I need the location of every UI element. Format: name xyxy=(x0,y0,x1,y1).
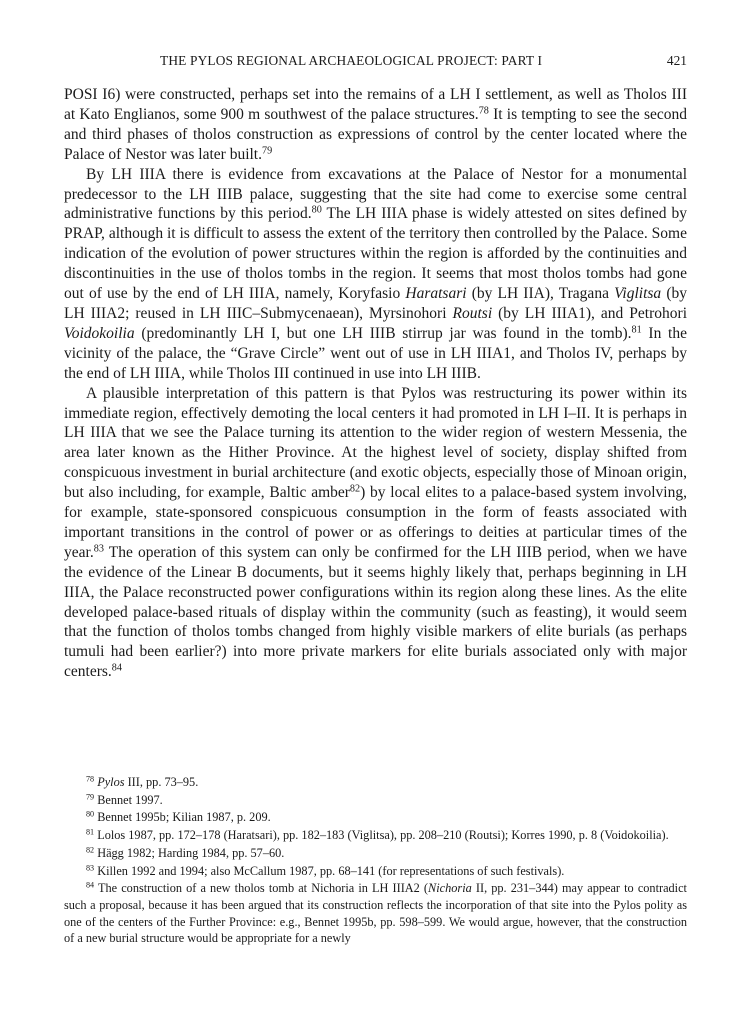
footnote-ref-82[interactable]: 82 xyxy=(349,483,361,495)
footnote-number: 81 xyxy=(86,827,95,837)
text-run: (by LH IIIA1), and Petrohori xyxy=(492,304,687,322)
text-run: ) by local elites to a palace-based system involving, for example, state-sponsored conspicuous consumption in the form of feasts associated with important transitions in the control of power or as offerings to deities at particular times of the year. xyxy=(64,484,687,561)
page-number: 421 xyxy=(666,53,687,68)
running-head-title: THE PYLOS REGIONAL ARCHAEOLOGICAL PROJECT: PART I xyxy=(160,53,543,68)
footnote-80 xyxy=(64,809,687,826)
paragraph-1 xyxy=(64,85,687,165)
footnote-83 xyxy=(64,863,687,880)
paragraph-3 xyxy=(64,384,687,683)
running-head xyxy=(64,53,687,73)
paragraph-2 xyxy=(64,165,687,384)
text-run: A plausible interpretation of this pattern is that Pylos was restructuring its power within its immediate region, effectively demoting the local centers it had promoted in LH I–II. It is perhaps in LH IIIA that we see the Palace turning its attention to the wider region of western Messenia, the area later known as the Hither Province. At the highest level of society, display shifted from conspicuous investment in burial architecture (and exotic objects, especially those of Minoan origin, but also including, for example, Baltic amber xyxy=(64,384,687,502)
footnote-78 xyxy=(64,774,687,791)
text-run: By LH IIIA there is evidence from excavations at the Palace of Nestor for a monumental predecessor to the LH IIIB palace, suggesting that the site had come to exercise some central administrative functions by this period. xyxy=(64,165,687,223)
text-run: The LH IIIA phase is widely attested on sites defined by PRAP, although it is difficult to assess the extent of the territory then controlled by the Palace. Some indication of the evolution of power structures within the region is afforded by the continuities and discontinuities in the use of tholos tombs in the region. It seems that most tholos tombs had gone out of use by the end of LH IIIA, namely, Koryfasio xyxy=(64,205,687,303)
footnote-number: 78 xyxy=(86,774,95,784)
footnote-number: 83 xyxy=(86,863,95,873)
italic-title: Nichoria xyxy=(428,881,472,896)
footnote-number: 80 xyxy=(86,809,95,819)
italic-site-name: Voidokoilia xyxy=(64,324,135,342)
footnote-text: Bennet 1997. xyxy=(97,792,163,807)
footnote-text: Hägg 1982; Harding 1984, pp. 57–60. xyxy=(97,845,285,860)
text-run: In the vicinity of the palace, the “Grave Circle” went out of use in LH IIIA1, and Tholos IV, perhaps by the end of LH IIIA, while Tholos III continued in use into LH IIIB. xyxy=(64,324,687,382)
body-text xyxy=(64,85,687,682)
footnote-79 xyxy=(64,792,687,809)
text-run: (by LH IIIA2; reused in LH IIIC–Submycenaean), Myrsinohori xyxy=(64,285,687,322)
footnote-ref-84[interactable]: 84 xyxy=(111,662,122,674)
italic-site-name: Viglitsa xyxy=(614,285,662,303)
text-run: (by LH IIA), Tragana xyxy=(466,285,615,303)
footnote-text: Killen 1992 and 1994; also McCallum 1987, pp. 68–141 (for representations of such festivals). xyxy=(97,863,565,878)
footnote-number: 84 xyxy=(86,880,95,890)
text-run: (predominantly LH I, but one LH IIIB stirrup jar was found in the tomb). xyxy=(134,324,632,342)
footnote-text: Bennet 1995b; Kilian 1987, p. 209. xyxy=(97,810,271,825)
footnote-ref-78[interactable]: 78 xyxy=(478,105,489,117)
text-run: It is tempting to see the second and third phases of tholos construction as expressions of control by the center located where the Palace of Nestor was later built. xyxy=(64,105,687,163)
footnote-82 xyxy=(64,845,687,862)
footnote-ref-79[interactable]: 79 xyxy=(262,145,273,157)
footnote-ref-80[interactable]: 80 xyxy=(311,204,322,216)
footnote-ref-81[interactable]: 81 xyxy=(631,324,642,336)
footnote-number: 82 xyxy=(86,845,95,855)
footnote-ref-83[interactable]: 83 xyxy=(93,543,104,555)
footnote-text: The construction of a new tholos tomb at Nichoria in LH IIIA2 ( xyxy=(98,881,429,896)
footnote-number: 79 xyxy=(86,792,95,802)
italic-title: Pylos xyxy=(97,775,125,789)
italic-site-name: Haratsari xyxy=(405,285,467,303)
footnote-text: III, pp. 73–95. xyxy=(124,775,199,789)
footnote-text: II, pp. 231–344) may appear to contradict such a proposal, because it has been argued that its construction reflects the incorporation of that site into the Pylos polity as one of the centers of the Further Province: e.g., Bennet 1995b, pp. 598–599. We would argue, however, that the construction of a new burial structure would be appropriate for a newly xyxy=(64,881,687,946)
text-run: The operation of this system can only be confirmed for the LH IIIB period, when we have the evidence of the Linear B documents, but it seems highly likely that, perhaps beginning in LH IIIA, the Palace reconstructed power configurations within its region along these lines. As the elite developed palace-based rituals of display within the community (such as feasting), it would seem that the function of tholos tombs changed from highly visible markers of elite burials (as perhaps tumuli had been earlier?) into more private markers for elite burials associated only with major centers. xyxy=(64,543,687,681)
text-run: POSI I6) were constructed, perhaps set into the remains of a LH I settlement, as well as Tholos III at Kato Englianos, some 900 m southwest of the palace structures. xyxy=(64,86,687,123)
footnote-81 xyxy=(64,827,687,844)
footnotes xyxy=(64,774,687,947)
footnote-text: Lolos 1987, pp. 172–178 (Haratsari), pp. 182–183 (Viglitsa), pp. 208–210 (Routsi); Korres 1990, p. 8 (Voidokoilia). xyxy=(97,828,669,843)
italic-site-name: Routsi xyxy=(452,304,493,322)
footnote-84 xyxy=(64,880,687,947)
